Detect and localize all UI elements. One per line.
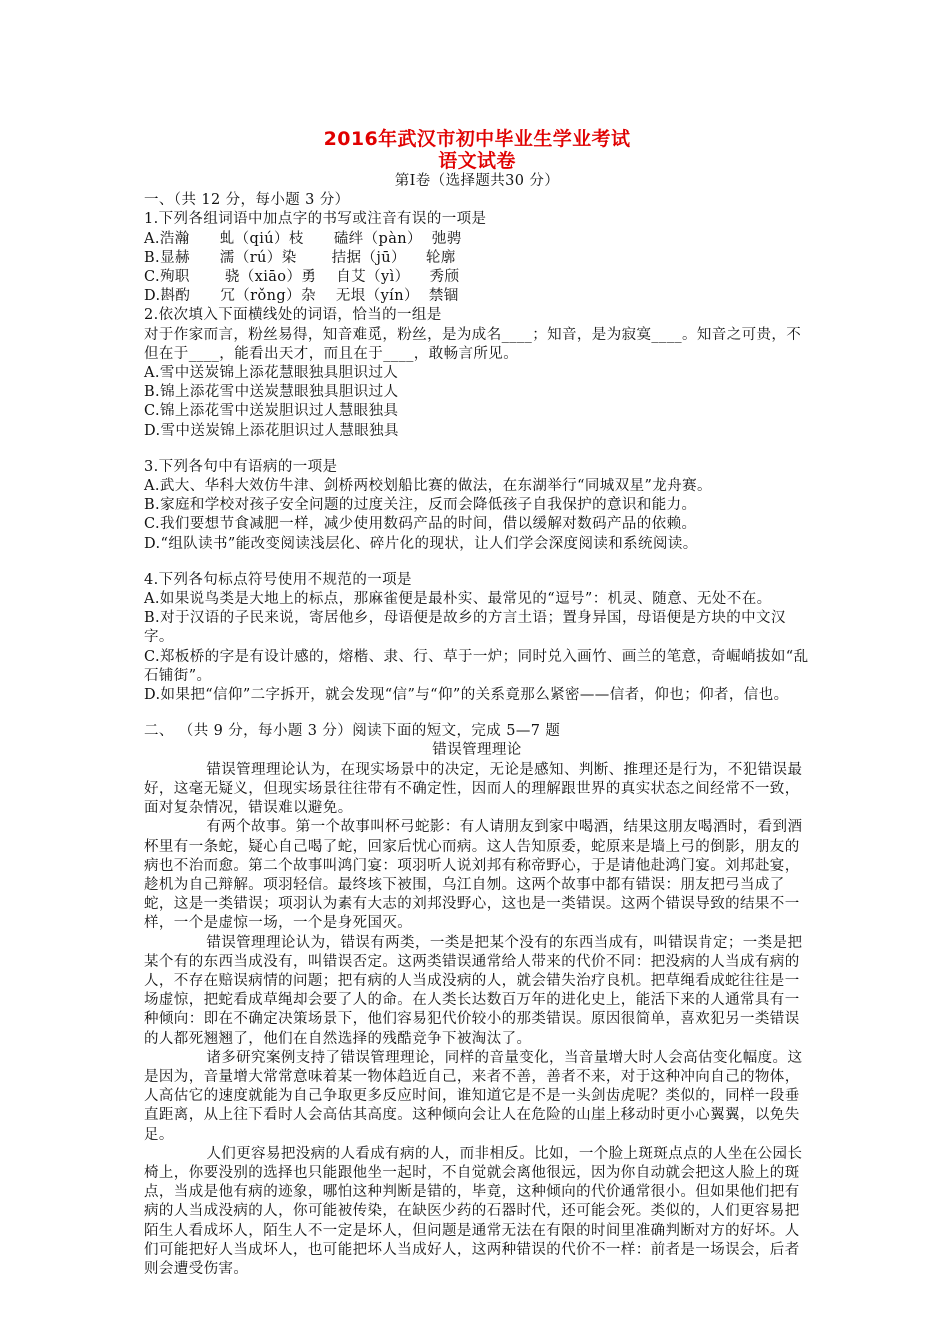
q2-option-b: B.锦上添花雪中送炭慧眼独具胆识过人 [144,384,399,401]
article-paragraph: 有两个故事。第一个故事叫杯弓蛇影：有人请朋友到家中喝酒，结果这朋友喝酒时，看到酒杯里有一条蛇，疑心自己喝了蛇，回家后忧心而病。这人告知原委，蛇原来是墙上弓的倒影，朋友的病也不治而愈。第二个故事叫鸿门宴：项羽听人说刘邦有称帝野心，于是请他赴鸿门宴。刘邦赴宴，趁机为自己辩解。项羽轻信。最终垓下被围，乌江自刎。这两个故事中都有错误：朋友把弓当成了蛇，这是一类错误；项羽认为素有大志的刘邦没野心，这也是一类错误。这两个错误导致的结果不一样，一个是虚惊一场，一个是身死国灭。 [144,819,803,932]
q1-option-d: D.斟酌 冗（rǒng）杂 无垠（yín） 禁锢 [144,288,459,305]
q2-option-c: C.锦上添花雪中送炭胆识过人慧眼独具 [144,403,399,420]
q2-option-d: D.雪中送炭锦上添花胆识过人慧眼独具 [144,422,399,439]
exam-page [144,128,810,1279]
q4-option-a: A.如果说鸟类是大地上的标点，那麻雀便是最朴实、最常见的“逗号”：机灵、随意、无处不在。 [144,591,772,608]
q3-stem: 3.下列各句中有语病的一项是 [144,458,338,475]
exam-subtitle: 语文试卷 [438,150,516,172]
q3-option-d: D.“组队读书”能改变阅读浅层化、碎片化的现状，让人们学会深度阅读和系统阅读。 [144,535,698,552]
q2-option-a: A.雪中送炭锦上添花慧眼独具胆识过人 [144,365,399,382]
article-paragraph: 错误管理理论认为，错误有两类，一类是把某个没有的东西当成有，叫错误肯定；一类是把某个有的东西当成没有，叫错误否定。这两类错误通常给人带来的代价不同：把没病的人当成有病的人，不存在赔误病情的问题；把有病的人当成没病的人，就会错失治疗良机。把草绳看成蛇往往是一场虚惊，把蛇看成草绳却会要了人的命。在人类长达数百万年的进化史上，能活下来的人通常具有一种倾向：即在不确定决策场景下，他们容易犯代价较小的那类错误。原因很简单，喜欢犯另一类错误的人都死翘翘了，他们在自然选择的残酷竞争下被淘汰了。 [144,934,803,1047]
q2-passage: 对于作家而言，粉丝易得，知音难觅，粉丝，是为成名____；知音，是为寂寞____。知音之可贵，不但在于____，能看出天才，而且在于____，敢畅言所见。 [144,326,802,362]
q3-option-c: C.我们要想节食减肥一样，减少使用数码产品的时间，借以缓解对数码产品的依赖。 [144,516,697,533]
article-paragraph: 错误管理理论认为，在现实场景中的决定，无论是感知、判断、推理还是行为，不犯错误最好，这毫无疑义，但现实场景往往带有不确定性，因而人的理解跟世界的真实状态之间经常不一致，面对复杂情况，错误难以避免。 [144,761,803,817]
section2-heading: 二、 （共 9 分，每小题 3 分）阅读下面的短文，完成 5—7 题 [144,723,561,740]
q4-option-d: D.如果把“信仰”二字拆开，就会发现“信”与“仰”的关系竟那么紧密——信者，仰也；仰者，信也。 [144,687,789,704]
article-paragraph: 诸多研究案例支持了错误管理理论，同样的音量变化，当音量增大时人会高估变化幅度。这是因为，音量增大常常意味着某一物体趋近自己，来者不善，善者不来，对于这种冲向自己的物体，人高估它的速度就能为自己争取更多反应时间，谁知道它是不是一头剑齿虎呢？类似的，同样一段垂直距离，从上往下看时人会高估其高度。这种倾向会让人在危险的山崖上移动时更小心翼翼，以免失足。 [144,1049,803,1143]
part-heading: 第Ⅰ卷（选择题共30 分） [394,173,560,189]
q3-option-a: A.武大、华科大效仿牛津、剑桥两校划船比赛的做法，在东湖举行“同城双星”龙舟赛。 [144,478,712,495]
q1-stem: 1.下列各组词语中加点字的书写或注音有误的一项是 [144,211,487,228]
q4-option-b: B.对于汉语的子民来说，寄居他乡，母语便是故乡的方言土语；置身异国，母语便是方块的中文汉字。 [144,610,786,646]
article-paragraph: 人们更容易把没病的人看成有病的人，而非相反。比如，一个脸上斑斑点点的人坐在公园长椅上，你要没别的选择也只能跟他坐一起时，不自觉就会离他很远，因为你自动就会把这人脸上的斑点，当成是他有病的迹象，哪怕这种判断是错的，毕竟，这种倾向的代价通常很小。但如果他们把有病的人当成没病的人，你可能被传染，在缺医少药的石器时代，还可能会死。类似的，人们更容易把陌生人看成坏人，陌生人不一定是坏人，但问题是通常无法在有限的时间里准确判断对方的好坏。人们可能把好人当成坏人，也可能把坏人当成好人，这两种错误的代价不一样：前者是一场误会，后者则会遭受伤害。 [144,1145,803,1277]
q4-stem: 4.下列各句标点符号使用不规范的一项是 [144,571,412,588]
article-title: 错误管理理论 [432,742,522,759]
section1-heading: 一、（共 12 分，每小题 3 分） [144,192,350,209]
q1-option-b: B.显赫 濡（rú）染 拮据（jū） 轮廓 [144,249,456,266]
q2-stem: 2.依次填入下面横线处的词语，恰当的一组是 [144,307,442,324]
q1-option-a: A.浩瀚 虬（qiú）枝 磕绊（pàn） 弛骋 [144,230,462,247]
q4-option-c: C.郑板桥的字是有设计感的，熔楷、隶、行、草于一炉；同时兑入画竹、画兰的笔意，奇崛峭拔如“乱石铺街”。 [144,648,809,684]
q3-option-b: B.家庭和学校对孩子安全问题的过度关注，反而会降低孩子自我保护的意识和能力。 [144,497,697,514]
q1-option-c: C.殉职 骁（xiāo）勇 自艾（yì） 秀颀 [144,269,460,286]
exam-title: 2016年武汉市初中毕业生学业考试 [323,128,631,150]
